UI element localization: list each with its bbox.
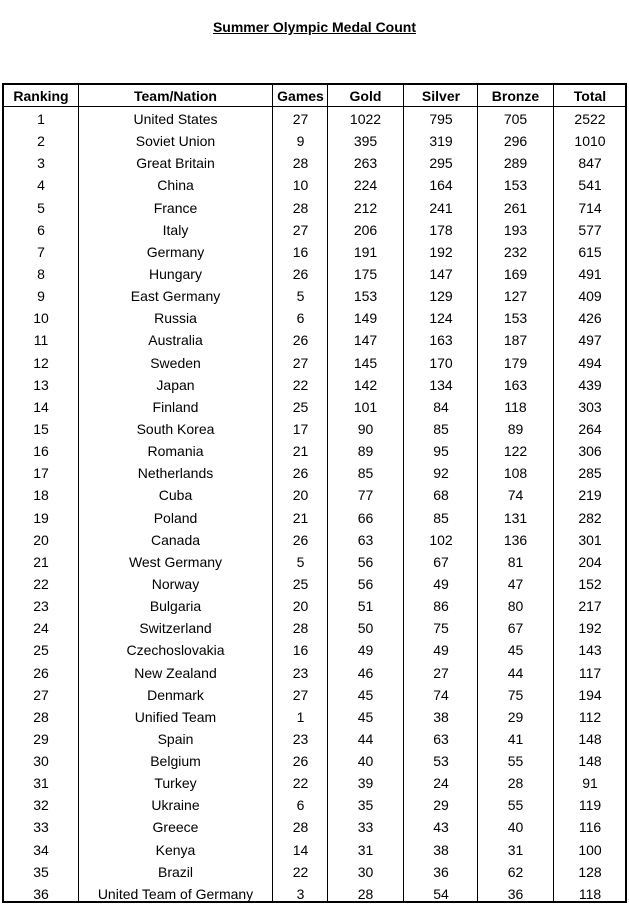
table-cell-team: Romania [147,443,204,460]
table-cell-team: Finland [152,398,199,415]
table-cell-ranking: 34 [33,841,49,858]
table-cell-ranking: 9 [37,288,45,305]
table-cell-team: Spain [157,730,194,747]
table-cell-team: United States [133,111,218,127]
table-cell-total: 615 [578,243,602,260]
table-cell-team: Turkey [154,775,197,792]
table-cell-silver: 49 [433,575,449,592]
table-cell-bronze: 179 [503,354,528,371]
table-cell-bronze: 193 [503,221,528,238]
table-cell-ranking: 7 [37,243,45,260]
column-gold [327,85,404,901]
table-cell-bronze: 44 [507,664,524,681]
table-cell-bronze: 47 [507,575,524,592]
table-cell-bronze: 169 [503,265,528,282]
table-cell-silver: 85 [433,420,449,437]
table-cell-silver: 170 [429,354,453,371]
table-cell-gold: 149 [353,310,378,327]
table-cell-total: 577 [578,221,602,238]
table-cell-total: 204 [578,553,602,570]
table-cell-team: Kenya [155,841,196,858]
table-cell-games: 20 [292,598,309,615]
table-cell-total: 91 [582,775,598,792]
table-cell-bronze: 153 [503,310,528,327]
column-games [274,85,327,901]
table-cell-silver: 49 [433,642,449,659]
table-cell-ranking: 5 [37,199,45,216]
table-cell-silver: 319 [429,133,453,150]
table-cell-games: 22 [292,863,309,880]
column-ranking [4,85,78,901]
table-cell-games: 21 [292,509,309,526]
table-cell-bronze: 28 [507,775,524,792]
table-cell-total: 116 [578,819,602,836]
table-cell-ranking: 8 [37,265,45,282]
table-cell-silver: 27 [433,664,449,681]
table-cell-games: 16 [292,243,309,260]
table-cell-total: 112 [578,708,602,725]
table-cell-bronze: 31 [507,841,524,858]
table-cell-bronze: 127 [503,288,528,305]
table-cell-games: 20 [292,487,309,504]
table-cell-gold: 147 [353,332,378,349]
table-cell-ranking: 14 [33,398,49,415]
table-cell-gold: 224 [353,177,378,194]
table-cell-gold: 66 [357,509,374,526]
table-cell-silver: 178 [429,221,453,238]
table-cell-ranking: 26 [33,664,49,681]
table-cell-gold: 153 [353,288,378,305]
table-cell-games: 1 [296,708,305,725]
table-cell-gold: 44 [357,730,374,747]
header-silver: Silver [421,88,461,104]
table-cell-team: West Germany [128,553,223,570]
table-cell-team: Italy [162,221,189,238]
table-cell-silver: 86 [433,598,449,615]
table-cell-silver: 54 [433,885,449,902]
page-title-text: Summer Olympic Medal Count [212,19,417,35]
table-cell-team: East Germany [130,288,221,305]
table-cell-total: 2522 [574,111,606,127]
table-cell-team: Czechoslovakia [126,642,225,659]
header-ranking: Ranking [13,88,69,104]
table-cell-bronze: 40 [507,819,524,836]
table-cell-team: Australia [148,332,203,349]
table-cell-team: Switzerland [139,620,212,637]
table-cell-team: Soviet Union [135,133,216,150]
table-cell-games: 23 [292,664,309,681]
header-games: Games [277,88,324,104]
table-cell-total: 219 [578,487,602,504]
table-cell-ranking: 10 [33,310,49,327]
table-cell-gold: 56 [357,553,374,570]
table-cell-games: 5 [296,553,305,570]
table-cell-total: 100 [578,841,602,858]
table-cell-total: 128 [578,863,602,880]
table-cell-ranking: 1 [37,111,45,127]
table-cell-ranking: 30 [33,753,49,770]
table-cell-games: 22 [292,376,309,393]
table-cell-silver: 95 [433,443,449,460]
table-cell-silver: 74 [433,686,449,703]
table-cell-total: 301 [578,531,602,548]
table-cell-team: Unified Team [134,708,217,725]
table-cell-gold: 142 [353,376,378,393]
table-cell-total: 282 [578,509,602,526]
table-cell-gold: 101 [353,398,378,415]
table-cell-total: 1010 [574,133,606,150]
table-cell-total: 152 [578,575,602,592]
table-cell-games: 9 [296,133,305,150]
table-cell-silver: 43 [433,819,449,836]
table-cell-team: Ukraine [151,797,200,814]
table-cell-total: 497 [578,332,602,349]
table-cell-bronze: 122 [503,443,528,460]
table-cell-games: 3 [296,885,305,902]
table-cell-silver: 63 [433,730,449,747]
table-cell-team: Canada [150,531,201,548]
table-cell-gold: 45 [357,708,374,725]
table-cell-silver: 129 [429,288,453,305]
table-cell-bronze: 232 [503,243,528,260]
table-cell-silver: 68 [433,487,449,504]
header-bronze: Bronze [491,88,540,104]
table-cell-games: 26 [292,332,309,349]
table-cell-silver: 36 [433,863,449,880]
column-team [78,85,273,901]
table-cell-games: 28 [292,155,309,172]
table-cell-games: 16 [292,642,309,659]
table-cell-total: 714 [578,199,602,216]
table-cell-bronze: 36 [507,885,524,902]
table-cell-silver: 795 [429,111,453,127]
table-cell-silver: 102 [429,531,453,548]
table-cell-ranking: 18 [33,487,49,504]
table-cell-team: Greece [152,819,199,836]
table-cell-bronze: 89 [507,420,524,437]
table-cell-silver: 147 [429,265,453,282]
table-cell-gold: 63 [357,531,374,548]
table-cell-games: 5 [296,288,305,305]
table-cell-team: Netherlands [137,465,214,482]
table-cell-team: Japan [156,376,195,393]
header-team: Team/Nation [134,88,217,104]
table-cell-ranking: 24 [33,620,49,637]
table-cell-silver: 24 [433,775,449,792]
table-cell-total: 119 [578,797,602,814]
table-cell-team: Hungary [149,265,202,282]
table-cell-gold: 35 [357,797,374,814]
table-cell-games: 26 [292,753,309,770]
table-cell-silver: 241 [429,199,453,216]
table-cell-gold: 1022 [349,111,382,127]
table-cell-bronze: 289 [503,155,528,172]
table-cell-games: 26 [292,465,309,482]
table-cell-games: 27 [292,354,309,371]
table-cell-ranking: 13 [33,376,49,393]
table-cell-team: Poland [153,509,198,526]
table-cell-ranking: 12 [33,354,49,371]
table-cell-ranking: 20 [33,531,49,548]
table-cell-bronze: 187 [503,332,528,349]
table-cell-silver: 85 [433,509,449,526]
table-cell-bronze: 118 [504,398,527,415]
table-cell-games: 28 [292,819,309,836]
table-cell-total: 303 [578,398,602,415]
table-cell-silver: 38 [433,708,449,725]
table-cell-total: 194 [578,686,602,703]
table-cell-ranking: 31 [33,775,49,792]
table-cell-games: 25 [292,575,309,592]
table-cell-bronze: 74 [507,487,524,504]
table-cell-silver: 295 [429,155,453,172]
table-cell-ranking: 23 [33,598,49,615]
table-cell-bronze: 80 [507,598,524,615]
table-cell-gold: 263 [353,155,378,172]
table-cell-bronze: 81 [507,553,524,570]
table-cell-team: Brazil [157,863,193,880]
table-cell-bronze: 55 [507,753,524,770]
table-cell-total: 541 [578,177,602,194]
table-cell-gold: 51 [357,598,374,615]
table-cell-total: 285 [578,465,602,482]
table-cell-team: Norway [151,575,200,592]
table-cell-games: 25 [292,398,309,415]
table-cell-gold: 31 [357,841,374,858]
column-bronze [477,85,554,901]
table-cell-bronze: 163 [503,376,528,393]
table-cell-total: 426 [578,310,602,327]
table-cell-ranking: 29 [33,730,49,747]
table-cell-games: 27 [292,111,309,127]
table-cell-silver: 92 [433,465,449,482]
table-cell-total: 143 [578,642,602,659]
table-cell-bronze: 153 [503,177,528,194]
table-cell-gold: 90 [357,420,374,437]
table-cell-total: 264 [578,420,602,437]
table-cell-ranking: 17 [33,465,49,482]
table-cell-games: 6 [296,797,305,814]
table-cell-total: 847 [578,155,602,172]
table-cell-gold: 212 [353,199,378,216]
table-cell-silver: 67 [433,553,449,570]
table-cell-ranking: 2 [37,133,45,150]
table-cell-bronze: 45 [507,642,524,659]
table-cell-gold: 77 [357,487,374,504]
table-cell-ranking: 4 [37,177,45,194]
table-cell-games: 27 [292,221,309,238]
table-cell-total: 306 [578,443,602,460]
table-cell-team: Belgium [150,753,201,770]
table-cell-bronze: 29 [507,708,524,725]
table-cell-games: 6 [296,310,305,327]
table-cell-ranking: 11 [33,332,49,349]
table-cell-total: 148 [578,730,602,747]
table-cell-bronze: 296 [503,133,528,150]
table-cell-total: 491 [578,265,602,282]
table-cell-total: 217 [578,598,602,615]
table-cell-gold: 40 [357,753,374,770]
table-cell-silver: 134 [429,376,453,393]
table-cell-team: United Team of Germany [97,885,254,902]
table-cell-bronze: 55 [507,797,524,814]
table-cell-games: 27 [292,686,309,703]
table-cell-ranking: 33 [33,819,49,836]
table-cell-ranking: 27 [33,686,49,703]
table-cell-gold: 39 [357,775,374,792]
table-cell-ranking: 16 [33,443,49,460]
table-cell-total: 148 [578,753,602,770]
table-cell-bronze: 75 [507,686,524,703]
table-cell-gold: 28 [357,885,374,902]
table-cell-silver: 29 [433,797,449,814]
table-cell-total: 192 [578,620,602,637]
table-cell-team: South Korea [136,420,215,437]
table-cell-gold: 49 [357,642,374,659]
medal-table [2,83,627,903]
table-cell-ranking: 19 [33,509,49,526]
table-cell-team: Cuba [158,487,193,504]
column-silver [405,85,477,901]
table-cell-games: 28 [292,620,309,637]
table-cell-silver: 164 [429,177,453,194]
table-cell-silver: 84 [433,398,449,415]
table-cell-games: 10 [292,177,309,194]
table-cell-team: Bulgaria [149,598,202,615]
table-cell-team: France [153,199,198,216]
table-cell-silver: 124 [429,310,453,327]
table-cell-silver: 53 [433,753,449,770]
table-cell-total: 439 [578,376,602,393]
table-cell-total: 494 [578,354,602,371]
header-gold: Gold [349,88,382,104]
table-cell-gold: 33 [357,819,374,836]
table-cell-team: Sweden [150,354,201,371]
table-cell-ranking: 36 [33,885,49,902]
table-cell-games: 21 [292,443,309,460]
table-cell-gold: 145 [353,354,378,371]
table-cell-ranking: 21 [33,553,49,570]
table-cell-games: 17 [292,420,309,437]
table-cell-bronze: 62 [507,863,524,880]
table-cell-silver: 75 [433,620,449,637]
table-cell-bronze: 67 [507,620,524,637]
column-total [555,85,625,901]
table-cell-ranking: 6 [37,221,45,238]
table-cell-team: Great Britain [136,155,215,172]
table-cell-total: 409 [578,288,602,305]
table-cell-games: 14 [292,841,309,858]
table-cell-gold: 89 [357,443,374,460]
table-cell-bronze: 131 [503,509,528,526]
table-cell-team: Germany [146,243,205,260]
table-cell-team: Russia [154,310,197,327]
table-cell-total: 118 [578,885,602,902]
table-cell-silver: 192 [429,243,453,260]
table-cell-gold: 175 [353,265,378,282]
table-cell-ranking: 28 [33,708,49,725]
table-cell-gold: 50 [357,620,374,637]
table-cell-bronze: 261 [503,199,528,216]
table-cell-gold: 206 [353,221,378,238]
table-cell-gold: 395 [353,133,378,150]
table-cell-ranking: 32 [33,797,49,814]
table-cell-ranking: 22 [33,575,49,592]
table-cell-silver: 163 [429,332,453,349]
table-cell-ranking: 35 [33,863,49,880]
table-cell-team: Denmark [147,686,204,703]
table-cell-games: 26 [292,265,309,282]
table-cell-bronze: 41 [507,730,524,747]
table-cell-gold: 46 [357,664,374,681]
table-cell-bronze: 108 [503,465,528,482]
header-total: Total [573,88,607,104]
table-cell-gold: 30 [357,863,374,880]
table-cell-total: 117 [578,664,602,681]
table-cell-ranking: 3 [37,155,45,172]
table-cell-bronze: 705 [503,111,528,127]
table-cell-gold: 191 [353,243,378,260]
table-cell-team: China [157,177,194,194]
table-cell-bronze: 136 [503,531,528,548]
table-cell-games: 26 [292,531,309,548]
page-title [0,19,629,35]
table-cell-games: 23 [292,730,309,747]
table-cell-gold: 85 [357,465,374,482]
table-cell-ranking: 15 [33,420,49,437]
table-cell-ranking: 25 [33,642,49,659]
table-cell-games: 28 [292,199,309,216]
table-cell-gold: 56 [357,575,374,592]
table-cell-games: 22 [292,775,309,792]
table-cell-gold: 45 [357,686,374,703]
table-cell-silver: 38 [433,841,449,858]
table-cell-team: New Zealand [134,664,217,681]
